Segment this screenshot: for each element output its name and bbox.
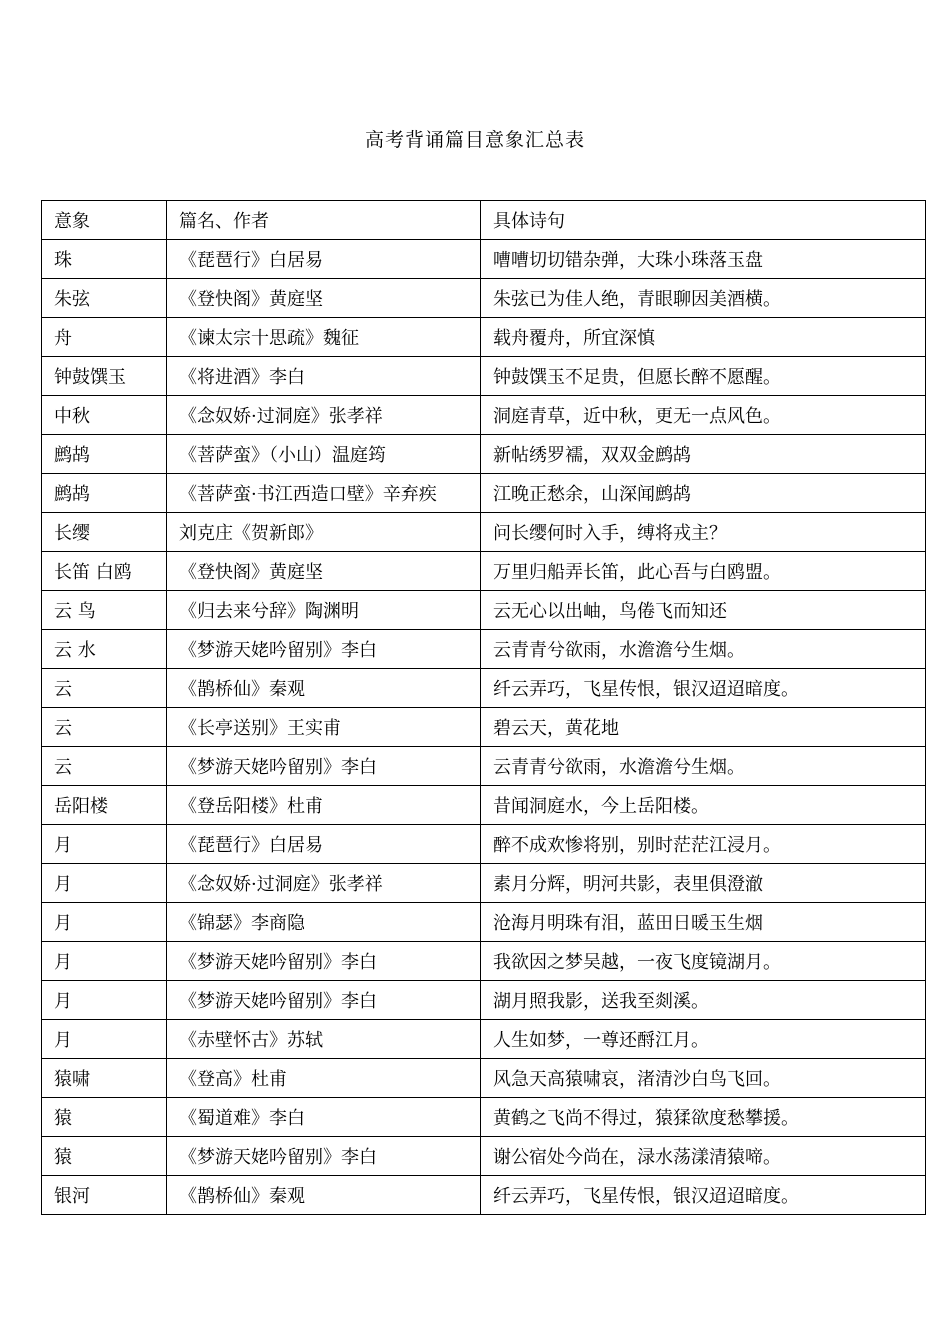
cell-title-author: 《登高》杜甫 <box>167 1059 481 1098</box>
cell-verse: 云青青兮欲雨，水澹澹兮生烟。 <box>481 747 926 786</box>
cell-verse: 风急天高猿啸哀，渚清沙白鸟飞回。 <box>481 1059 926 1098</box>
cell-title-author: 《锦瑟》李商隐 <box>167 903 481 942</box>
cell-title-author: 《梦游天姥吟留别》李白 <box>167 630 481 669</box>
cell-verse: 载舟覆舟，所宜深慎 <box>481 318 926 357</box>
table-row <box>42 240 926 279</box>
cell-verse: 洞庭青草，近中秋，更无一点风色。 <box>481 396 926 435</box>
cell-title-author: 《登快阁》黄庭坚 <box>167 279 481 318</box>
cell-title-author: 《菩萨蛮》（小山）温庭筠 <box>167 435 481 474</box>
cell-title-author: 《念奴娇·过洞庭》张孝祥 <box>167 864 481 903</box>
cell-title-author: 《鹊桥仙》秦观 <box>167 1176 481 1215</box>
table-row <box>42 1137 926 1176</box>
cell-imagery: 月 <box>42 825 167 864</box>
cell-verse: 问长缨何时入手，缚将戎主？ <box>481 513 926 552</box>
cell-verse: 湖月照我影，送我至剡溪。 <box>481 981 926 1020</box>
cell-verse: 谢公宿处今尚在，渌水荡漾清猿啼。 <box>481 1137 926 1176</box>
cell-verse: 醉不成欢惨将别，别时茫茫江浸月。 <box>481 825 926 864</box>
table-row <box>42 864 926 903</box>
cell-verse: 人生如梦，一尊还酹江月。 <box>481 1020 926 1059</box>
table-row <box>42 1176 926 1215</box>
table-row <box>42 825 926 864</box>
cell-verse: 万里归船弄长笛，此心吾与白鸥盟。 <box>481 552 926 591</box>
table-row <box>42 513 926 552</box>
cell-title-author: 《归去来兮辞》陶渊明 <box>167 591 481 630</box>
cell-title-author: 《登岳阳楼》杜甫 <box>167 786 481 825</box>
imagery-summary-table <box>41 200 926 1215</box>
cell-imagery: 长缨 <box>42 513 167 552</box>
table-row <box>42 786 926 825</box>
cell-verse: 昔闻洞庭水，今上岳阳楼。 <box>481 786 926 825</box>
cell-title-author: 《长亭送别》王实甫 <box>167 708 481 747</box>
cell-title-author: 《赤壁怀古》苏轼 <box>167 1020 481 1059</box>
cell-imagery: 月 <box>42 942 167 981</box>
header-imagery: 意象 <box>42 201 167 240</box>
cell-verse: 新帖绣罗襦，双双金鹧鸪 <box>481 435 926 474</box>
table-row <box>42 474 926 513</box>
cell-title-author: 《梦游天姥吟留别》李白 <box>167 981 481 1020</box>
cell-title-author: 《琵琶行》白居易 <box>167 825 481 864</box>
table-row <box>42 435 926 474</box>
cell-verse: 云无心以出岫，鸟倦飞而知还 <box>481 591 926 630</box>
cell-imagery: 舟 <box>42 318 167 357</box>
table-row <box>42 903 926 942</box>
cell-imagery: 云 <box>42 747 167 786</box>
cell-imagery: 月 <box>42 1020 167 1059</box>
cell-imagery: 云 <box>42 708 167 747</box>
header-title-author: 篇名、作者 <box>167 201 481 240</box>
table-row <box>42 630 926 669</box>
cell-imagery: 长笛 白鸥 <box>42 552 167 591</box>
cell-title-author: 《梦游天姥吟留别》李白 <box>167 1137 481 1176</box>
cell-title-author: 《梦游天姥吟留别》李白 <box>167 942 481 981</box>
table-row <box>42 708 926 747</box>
cell-imagery: 云 鸟 <box>42 591 167 630</box>
page-title: 高考背诵篇目意象汇总表 <box>364 129 585 151</box>
cell-title-author: 《琵琶行》白居易 <box>167 240 481 279</box>
cell-imagery: 云 <box>42 669 167 708</box>
table-row <box>42 1059 926 1098</box>
table-row <box>42 981 926 1020</box>
cell-imagery: 云 水 <box>42 630 167 669</box>
table-row <box>42 942 926 981</box>
cell-title-author: 《谏太宗十思疏》魏征 <box>167 318 481 357</box>
cell-verse: 沧海月明珠有泪，蓝田日暖玉生烟 <box>481 903 926 942</box>
cell-imagery: 月 <box>42 981 167 1020</box>
table-row <box>42 357 926 396</box>
cell-title-author: 《登快阁》黄庭坚 <box>167 552 481 591</box>
cell-imagery: 珠 <box>42 240 167 279</box>
cell-imagery: 鹧鸪 <box>42 435 167 474</box>
cell-verse: 朱弦已为佳人绝，青眼聊因美酒横。 <box>481 279 926 318</box>
cell-title-author: 《蜀道难》李白 <box>167 1098 481 1137</box>
cell-verse: 纤云弄巧，飞星传恨，银汉迢迢暗度。 <box>481 1176 926 1215</box>
cell-verse: 江晚正愁余，山深闻鹧鸪 <box>481 474 926 513</box>
table-row <box>42 1098 926 1137</box>
cell-verse: 嘈嘈切切错杂弹，大珠小珠落玉盘 <box>481 240 926 279</box>
cell-verse: 纤云弄巧，飞星传恨，银汉迢迢暗度。 <box>481 669 926 708</box>
cell-title-author: 《菩萨蛮·书江西造口壁》辛弃疾 <box>167 474 481 513</box>
table-row <box>42 1020 926 1059</box>
table-row <box>42 279 926 318</box>
cell-verse: 钟鼓馔玉不足贵，但愿长醉不愿醒。 <box>481 357 926 396</box>
cell-verse: 云青青兮欲雨，水澹澹兮生烟。 <box>481 630 926 669</box>
cell-title-author: 《鹊桥仙》秦观 <box>167 669 481 708</box>
cell-imagery: 岳阳楼 <box>42 786 167 825</box>
cell-imagery: 猿啸 <box>42 1059 167 1098</box>
cell-imagery: 钟鼓馔玉 <box>42 357 167 396</box>
cell-imagery: 鹧鸪 <box>42 474 167 513</box>
cell-imagery: 银河 <box>42 1176 167 1215</box>
cell-imagery: 月 <box>42 903 167 942</box>
table-row <box>42 669 926 708</box>
cell-title-author: 《将进酒》李白 <box>167 357 481 396</box>
table-row <box>42 396 926 435</box>
cell-imagery: 猿 <box>42 1098 167 1137</box>
cell-verse: 黄鹤之飞尚不得过，猿猱欲度愁攀援。 <box>481 1098 926 1137</box>
cell-imagery: 月 <box>42 864 167 903</box>
cell-imagery: 朱弦 <box>42 279 167 318</box>
table-row <box>42 552 926 591</box>
table-row <box>42 747 926 786</box>
table-row <box>42 318 926 357</box>
table-body <box>42 240 926 1215</box>
table-header-row <box>42 201 926 240</box>
cell-imagery: 猿 <box>42 1137 167 1176</box>
cell-verse: 素月分辉，明河共影，表里俱澄澈 <box>481 864 926 903</box>
cell-imagery: 中秋 <box>42 396 167 435</box>
cell-title-author: 刘克庄《贺新郎》 <box>167 513 481 552</box>
header-verse: 具体诗句 <box>481 201 926 240</box>
cell-title-author: 《念奴娇·过洞庭》张孝祥 <box>167 396 481 435</box>
cell-verse: 碧云天，黄花地 <box>481 708 926 747</box>
cell-verse: 我欲因之梦吴越，一夜飞度镜湖月。 <box>481 942 926 981</box>
table-row <box>42 591 926 630</box>
cell-title-author: 《梦游天姥吟留别》李白 <box>167 747 481 786</box>
